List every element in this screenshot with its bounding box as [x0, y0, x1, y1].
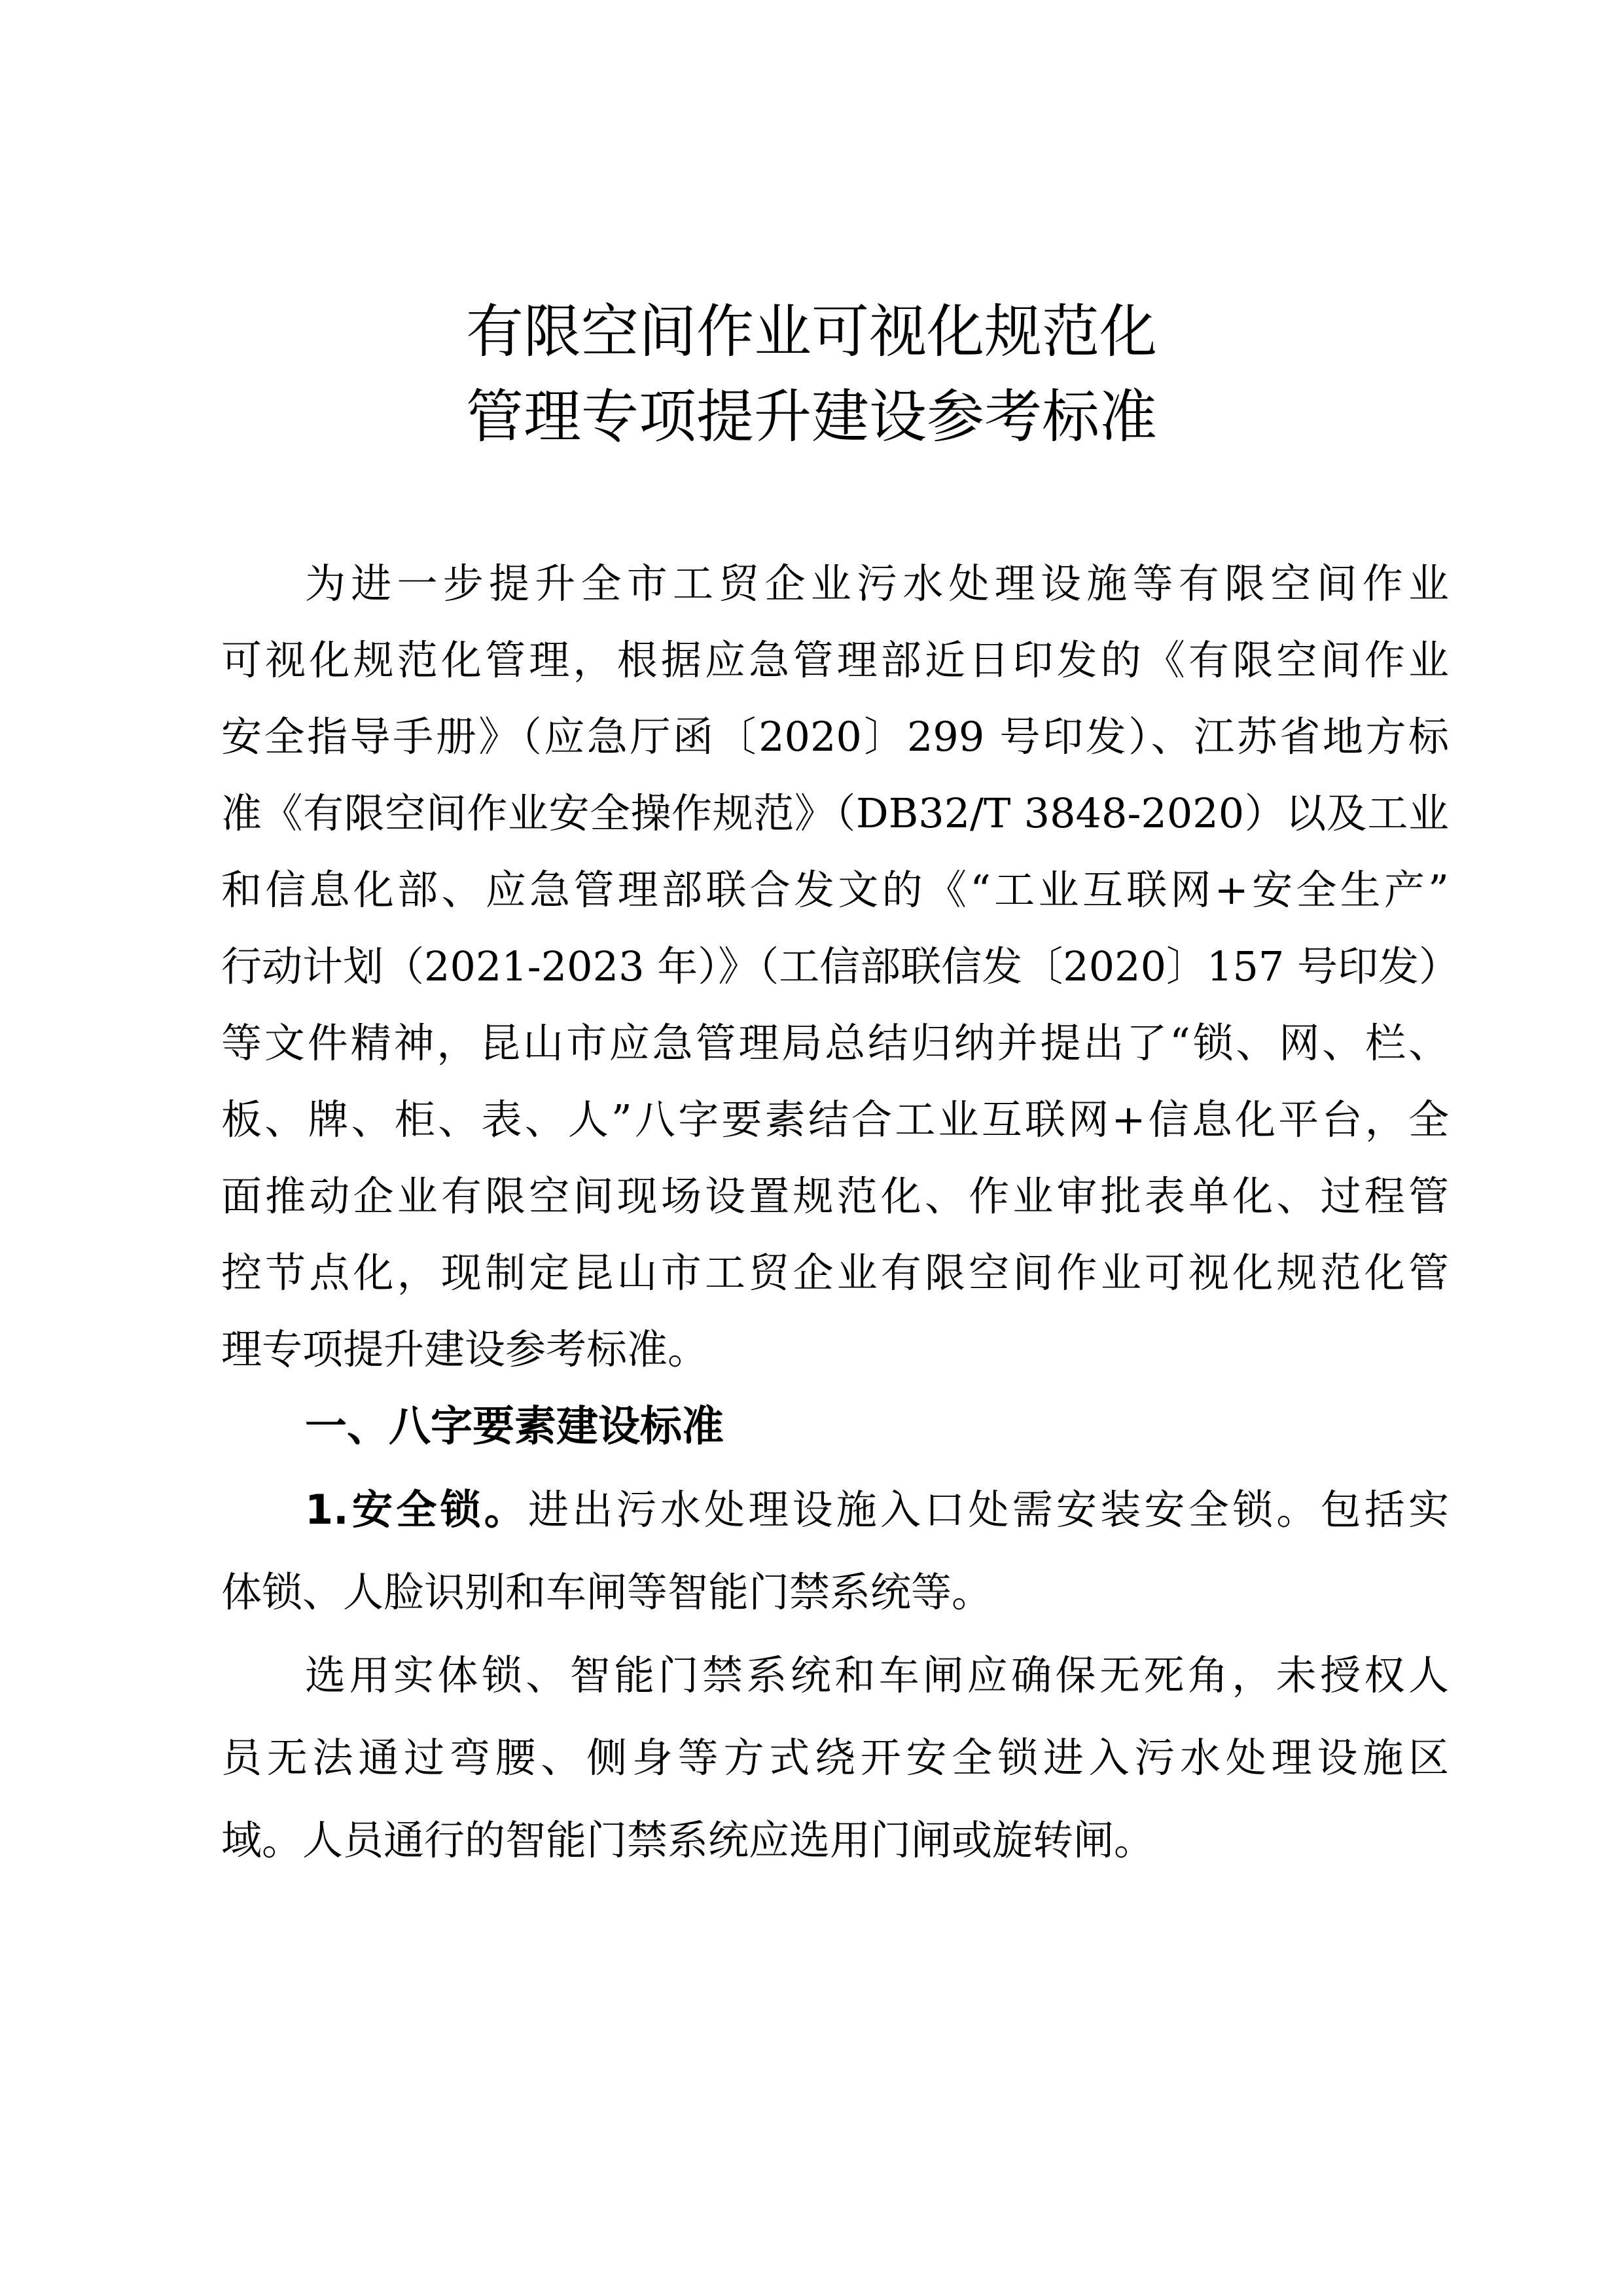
- intro-line: 控节点化，现制定昆山市工贸企业有限空间作业可视化规范化管: [221, 1249, 1449, 1297]
- item1-para2-line: 员无法通过弯腰、侧身等方式绕开安全锁进入污水处理设施区: [221, 1734, 1449, 1782]
- intro-line: 行动计划（2021-2023 年）》（工信部联信发〔2020〕157 号印发）: [221, 942, 1460, 990]
- item1-line-1: [305, 1484, 1449, 1536]
- item1-number: 1.: [305, 1486, 349, 1534]
- intro-line: 为进一步提升全市工贸企业污水处理设施等有限空间作业: [305, 560, 1449, 607]
- item1-title: 安全锁。: [348, 1486, 528, 1534]
- intro-line: 面推动企业有限空间现场设置规范化、作业审批表单化、过程管: [221, 1172, 1449, 1220]
- intro-line: 可视化规范化管理，根据应急管理部近日印发的《有限空间作业: [221, 636, 1449, 684]
- item1-para2-line: 域。人员通行的智能门禁系统应选用门闸或旋转闸。: [221, 1816, 1155, 1864]
- intro-line: 安全指导手册》（应急厅函〔2020〕299 号印发）、江苏省地方标: [221, 713, 1449, 761]
- intro-line: 准《有限空间作业安全操作规范》（DB32/T 3848-2020）以及工业: [221, 789, 1449, 837]
- document-title-line-1: 有限空间作业可视化规范化: [465, 298, 1157, 365]
- item1-line-2: 体锁、人脸识别和车闸等智能门禁系统等。: [221, 1568, 993, 1616]
- item1-text: 进出污水处理设施入口处需安装安全锁。包括实: [527, 1486, 1449, 1534]
- intro-line: 理专项提升建设参考标准。: [221, 1325, 709, 1373]
- intro-line: 和信息化部、应急管理部联合发文的《“工业互联网+安全生产”: [221, 866, 1449, 914]
- document-title-line-2: 管理专项提升建设参考标准: [465, 383, 1157, 450]
- intro-line: 等文件精神，昆山市应急管理局总结归纳并提出了“锁、网、栏、: [221, 1019, 1449, 1067]
- item1-para2-line: 选用实体锁、智能门禁系统和车闸应确保无死角，未授权人: [305, 1651, 1449, 1699]
- section-heading: 一、八字要素建设标准: [305, 1403, 724, 1451]
- intro-line: 板、牌、柜、表、人”八字要素结合工业互联网+信息化平台，全: [221, 1096, 1449, 1143]
